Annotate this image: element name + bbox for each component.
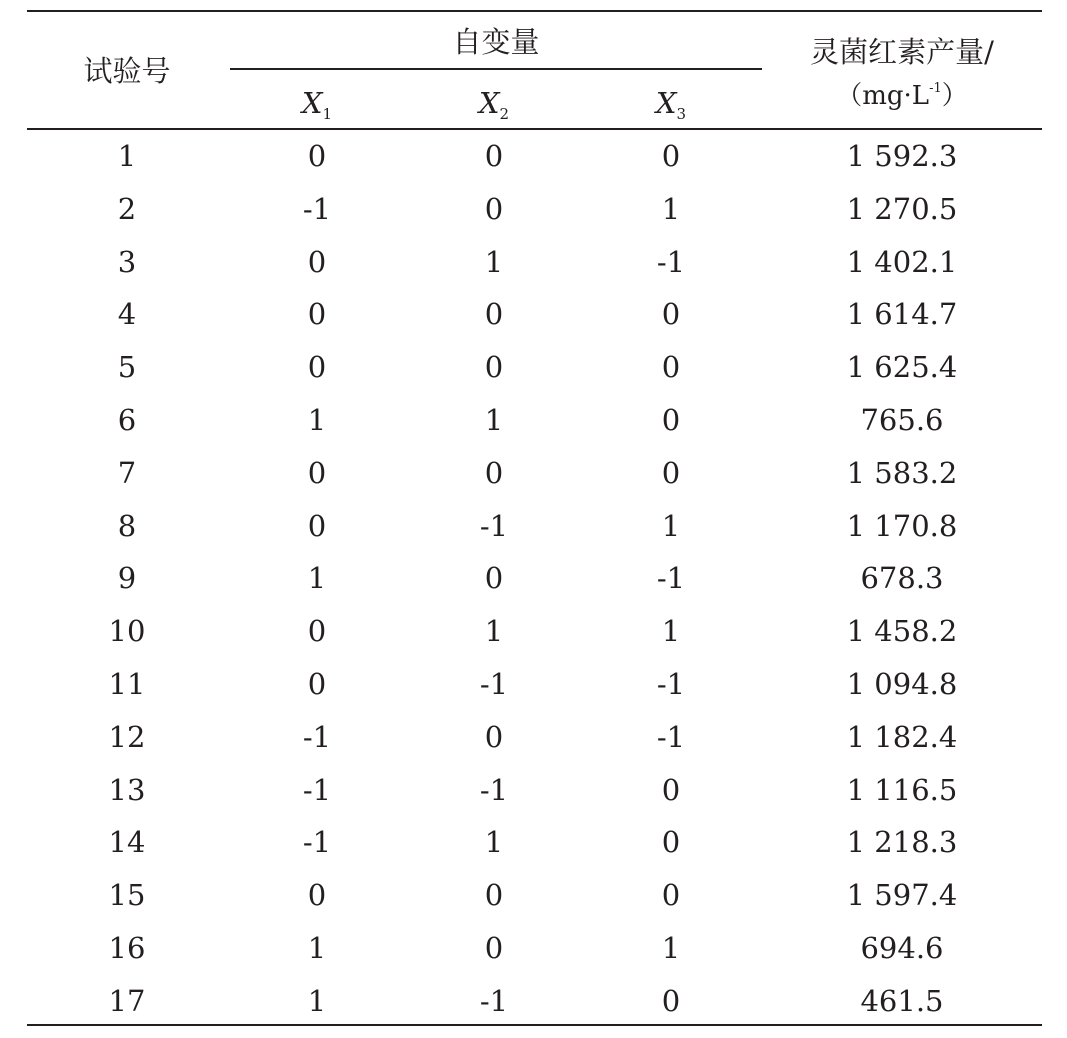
cell-trial-no: 11 — [108, 666, 146, 701]
cell-x3: 0 — [661, 455, 681, 490]
table-row — [27, 236, 1042, 289]
table-body — [27, 130, 1042, 1028]
cell-yield: 1 597.4 — [846, 878, 958, 913]
cell-x3: 0 — [661, 825, 681, 860]
cell-x1: -1 — [302, 825, 332, 860]
table-row — [27, 447, 1042, 500]
cell-x1: 1 — [307, 561, 327, 596]
header-yield-unit-close: ） — [941, 81, 968, 111]
table-row — [27, 288, 1042, 341]
cell-x1: 0 — [307, 614, 327, 649]
header-trial-no: 试验号 — [83, 54, 171, 88]
cell-x3: 0 — [661, 878, 681, 913]
header-yield-unit — [777, 72, 1027, 113]
top-rule — [27, 10, 1042, 12]
cell-x1: 0 — [307, 666, 327, 701]
cell-x3: 0 — [661, 402, 681, 437]
header-yield-unit-sup: -1 — [929, 81, 942, 96]
cell-x3: -1 — [656, 666, 686, 701]
cell-yield: 1 116.5 — [846, 772, 958, 807]
cell-trial-no: 12 — [108, 719, 146, 754]
cell-x3: -1 — [656, 561, 686, 596]
cell-x2: 0 — [484, 719, 504, 754]
cell-x3: 0 — [661, 139, 681, 173]
table-row — [27, 500, 1042, 553]
cell-x2: 1 — [484, 614, 504, 649]
table-row — [27, 869, 1042, 922]
cell-x1: -1 — [302, 772, 332, 807]
cell-x2: 0 — [484, 297, 504, 332]
cell-yield: 1 094.8 — [846, 666, 958, 701]
cell-x3: 1 — [661, 930, 681, 965]
header-x1-sub: 1 — [322, 105, 333, 123]
cell-yield: 1 182.4 — [846, 719, 958, 754]
cell-yield: 1 583.2 — [846, 455, 958, 490]
cell-trial-no: 13 — [108, 772, 146, 807]
table-row — [27, 183, 1042, 236]
table-row — [27, 658, 1042, 711]
cell-x1: 1 — [307, 402, 327, 437]
cell-x3: -1 — [656, 719, 686, 754]
cell-x1: 0 — [307, 350, 327, 385]
cell-trial-no: 14 — [108, 825, 146, 860]
cell-x1: 0 — [307, 878, 327, 913]
header-x3-symbol: X — [655, 86, 677, 120]
header-x1-symbol: X — [301, 86, 323, 120]
cell-x1: 1 — [307, 930, 327, 965]
cell-trial-no: 5 — [117, 350, 137, 385]
cell-x1: -1 — [302, 719, 332, 754]
cell-trial-no: 16 — [108, 930, 146, 965]
cell-yield: 1 458.2 — [846, 614, 958, 649]
cell-x2: 1 — [484, 825, 504, 860]
cell-x1: 0 — [307, 455, 327, 490]
cell-yield: 1 625.4 — [846, 350, 958, 385]
cell-x1: 0 — [307, 244, 327, 279]
cell-trial-no: 10 — [108, 614, 146, 649]
cell-yield: 1 270.5 — [846, 191, 958, 226]
cell-x3: 1 — [661, 191, 681, 226]
cell-trial-no: 4 — [117, 297, 137, 332]
cell-trial-no: 7 — [117, 455, 137, 490]
cell-x2: 0 — [484, 561, 504, 596]
table-row — [27, 394, 1042, 447]
table-row — [27, 764, 1042, 817]
cell-x1: 0 — [307, 508, 327, 543]
cell-x2: -1 — [479, 666, 509, 701]
header-x2-sub: 2 — [499, 105, 510, 123]
header-x3-sub: 3 — [676, 105, 687, 123]
cell-x2: 0 — [484, 455, 504, 490]
cell-x2: 0 — [484, 930, 504, 965]
cell-yield: 694.6 — [860, 930, 944, 965]
cell-trial-no: 9 — [117, 561, 137, 596]
cell-x1: 0 — [307, 297, 327, 332]
cell-yield: 1 170.8 — [846, 508, 958, 543]
table-row — [27, 922, 1042, 975]
cell-x2: -1 — [479, 983, 509, 1018]
cell-yield: 678.3 — [860, 561, 944, 596]
independent-vars-rule — [230, 68, 762, 70]
header-x3 — [571, 86, 771, 131]
header-x1 — [217, 86, 417, 131]
cell-yield: 1 402.1 — [846, 244, 958, 279]
cell-trial-no: 6 — [117, 402, 137, 437]
table-row — [27, 605, 1042, 658]
cell-yield: 765.6 — [860, 402, 944, 437]
cell-trial-no: 3 — [117, 244, 137, 279]
cell-x1: 0 — [307, 139, 327, 173]
cell-x1: -1 — [302, 191, 332, 226]
table-row — [27, 975, 1042, 1028]
cell-yield: 1 592.3 — [846, 139, 958, 173]
table-row — [27, 816, 1042, 869]
cell-x2: 0 — [484, 878, 504, 913]
cell-x2: -1 — [479, 772, 509, 807]
cell-yield: 461.5 — [860, 983, 944, 1018]
cell-x2: 1 — [484, 402, 504, 437]
cell-yield: 1 614.7 — [846, 297, 958, 332]
header-independent-vars: 自变量 — [452, 25, 540, 59]
cell-x2: 0 — [484, 191, 504, 226]
cell-x3: 0 — [661, 983, 681, 1018]
cell-trial-no: 8 — [117, 508, 137, 543]
header-yield-unit-open: （mg·L — [836, 81, 930, 111]
cell-trial-no: 2 — [117, 191, 137, 226]
cell-x3: 0 — [661, 350, 681, 385]
cell-x3: -1 — [656, 244, 686, 279]
cell-yield: 1 218.3 — [846, 825, 958, 860]
table-row — [27, 341, 1042, 394]
header-x2-symbol: X — [478, 86, 500, 120]
table-row — [27, 130, 1042, 183]
cell-x3: 1 — [661, 508, 681, 543]
cell-x3: 0 — [661, 297, 681, 332]
cell-x3: 0 — [661, 772, 681, 807]
cell-trial-no: 17 — [108, 983, 146, 1018]
cell-x2: 0 — [484, 350, 504, 385]
cell-x3: 1 — [661, 614, 681, 649]
table-row — [27, 711, 1042, 764]
cell-x2: -1 — [479, 508, 509, 543]
table-row — [27, 552, 1042, 605]
cell-x1: 1 — [307, 983, 327, 1018]
cell-x2: 1 — [484, 244, 504, 279]
cell-trial-no: 1 — [117, 139, 137, 173]
header-yield-title: 灵菌红素产量/ — [810, 35, 994, 69]
header-x2 — [394, 86, 594, 131]
cell-trial-no: 15 — [108, 878, 146, 913]
cell-x2: 0 — [484, 139, 504, 173]
